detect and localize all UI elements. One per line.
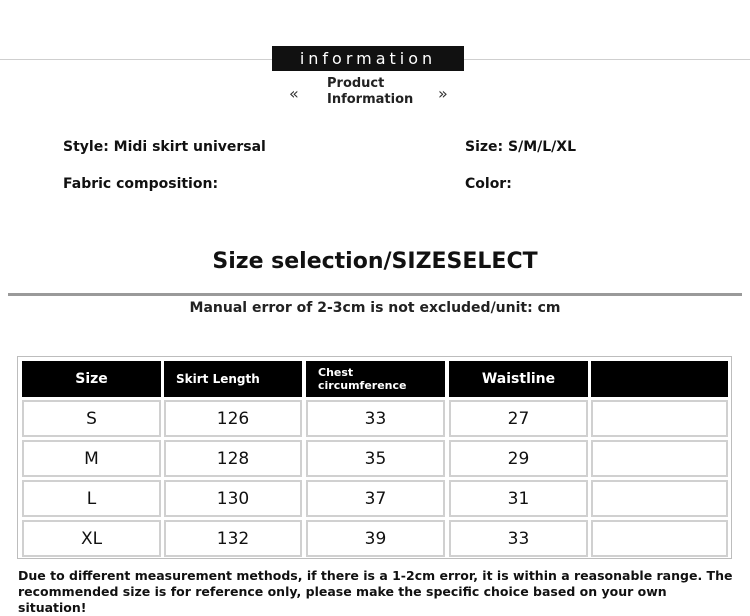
table-cell-waistline: 29 <box>449 440 588 477</box>
table-cell-waistline: 27 <box>449 400 588 437</box>
table-cell-skirt-length: 132 <box>164 520 302 557</box>
chevron-right-icon: » <box>438 84 448 103</box>
section-divider <box>8 293 742 296</box>
header-cell-waistline: Waistline <box>449 361 588 397</box>
header-cell-size: Size <box>22 361 161 397</box>
table-cell-skirt-length: 126 <box>164 400 302 437</box>
measurement-note: Manual error of 2-3cm is not excluded/unit: cm <box>189 300 561 316</box>
table-cell-waistline: 31 <box>449 480 588 517</box>
table-cell-extra <box>591 520 728 557</box>
product-title-line2: Information <box>327 92 414 107</box>
fabric-attribute: Fabric composition: <box>63 176 219 192</box>
chevron-left-icon: « <box>289 84 299 103</box>
disclaimer-text: Due to different measurement methods, if there is a 1-2cm error, it is within a reasonable range. The recommended size is for reference only, please make the specific choice based on your own situation! <box>18 568 733 615</box>
table-cell-chest-circumference: 37 <box>306 480 445 517</box>
table-cell-extra <box>591 440 728 477</box>
table-cell-skirt-length: 130 <box>164 480 302 517</box>
color-attribute: Color: <box>465 176 512 192</box>
size-selection-heading: Size selection/SIZESELECT <box>212 249 538 274</box>
table-cell-chest-circumference: 35 <box>306 440 445 477</box>
header-cell-extra <box>591 361 728 397</box>
table-cell-chest-circumference: 33 <box>306 400 445 437</box>
style-attribute: Style: Midi skirt universal <box>63 139 266 155</box>
table-cell-size: S <box>22 400 161 437</box>
header-cell-chest-circumference: Chest circumference <box>306 361 445 397</box>
product-information-title <box>327 76 437 108</box>
table-cell-waistline: 33 <box>449 520 588 557</box>
information-banner: information <box>272 46 464 71</box>
header-cell-skirt-length: Skirt Length <box>164 361 302 397</box>
size-attribute: Size: S/M/L/XL <box>465 139 576 155</box>
product-title-line1: Product <box>327 76 385 91</box>
size-table <box>17 356 732 559</box>
table-cell-chest-circumference: 39 <box>306 520 445 557</box>
table-cell-size: L <box>22 480 161 517</box>
table-cell-extra <box>591 400 728 437</box>
table-cell-size: M <box>22 440 161 477</box>
table-cell-skirt-length: 128 <box>164 440 302 477</box>
table-cell-extra <box>591 480 728 517</box>
table-cell-size: XL <box>22 520 161 557</box>
